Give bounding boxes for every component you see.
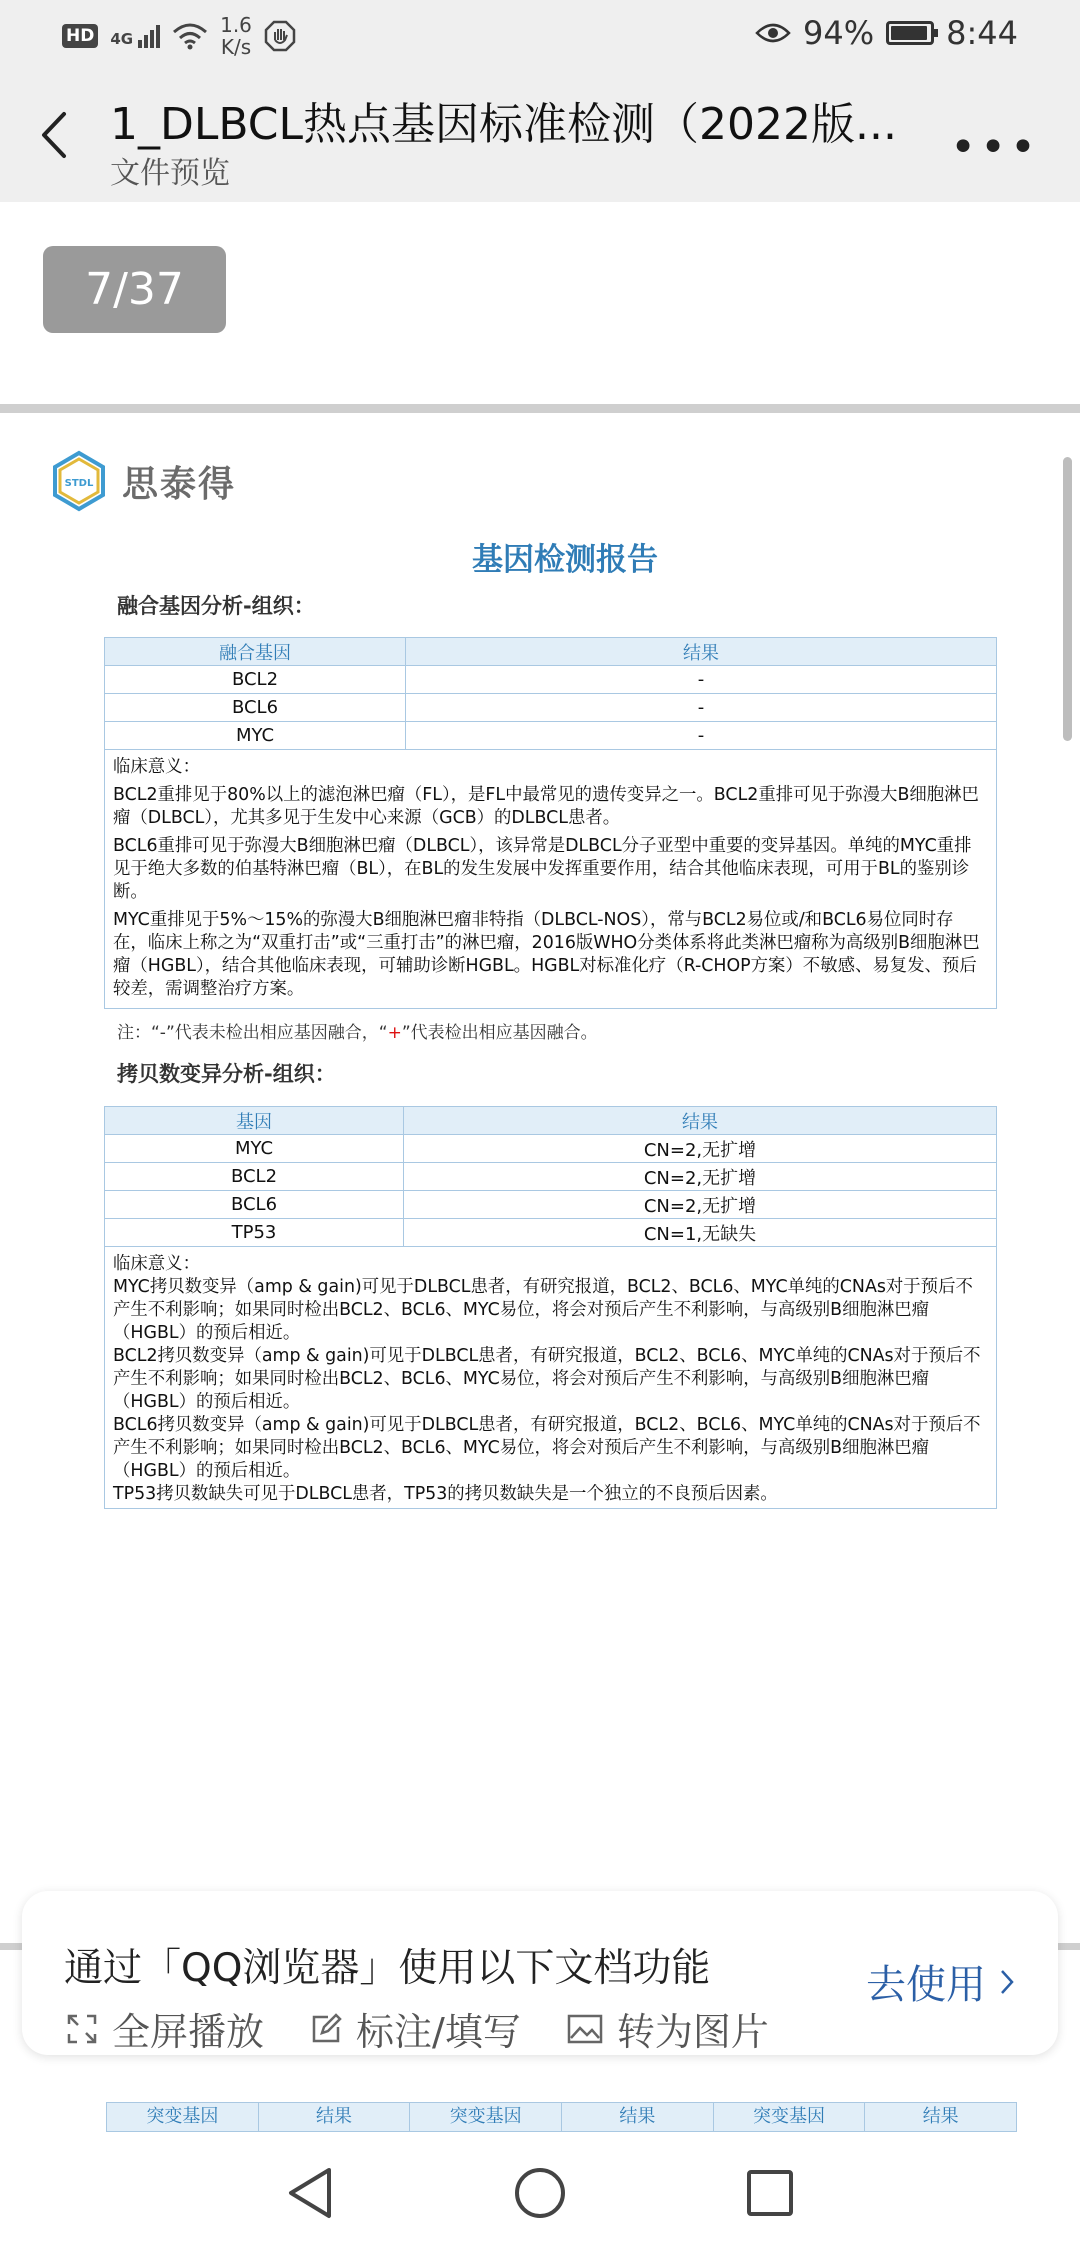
chevron-left-icon (38, 110, 68, 160)
note-plus: + (387, 1023, 402, 1043)
clinical-significance-cell (105, 750, 997, 1009)
gene-cell: MYC (105, 1135, 404, 1163)
app-notification-icon (264, 20, 296, 52)
gene-cell: BCL6 (105, 694, 406, 722)
column-header: 结果 (259, 2103, 411, 2131)
logo-mark-text: STDL (64, 478, 94, 489)
clock: 8:44 (946, 14, 1018, 52)
table-row (105, 694, 997, 722)
clinical-label: 临床意义： (113, 757, 200, 777)
result-cell: CN=2,无扩增 (404, 1191, 997, 1219)
image-icon (567, 2014, 603, 2044)
status-right (755, 14, 1018, 52)
table-header-row (105, 638, 997, 666)
edit-icon (310, 2013, 342, 2045)
result-cell: - (406, 722, 997, 750)
battery-icon (886, 21, 934, 45)
system-navigation-bar (0, 2135, 1080, 2244)
column-header: 基因 (105, 1107, 404, 1135)
circle-home-icon (513, 2166, 567, 2220)
signal-icon (110, 25, 160, 48)
result-cell: - (406, 666, 997, 694)
network-speed (220, 14, 252, 58)
document-subtitle: 文件预览 (110, 156, 230, 191)
table-header-row (105, 1107, 997, 1135)
clinical-paragraph: MYC重排见于5%～15%的弥漫大B细胞淋巴瘤非特指（DLBCL-NOS），常与BCL2易位或/和BCL6易位同时存在，临床上称之为“双重打击”或“三重打击”的淋巴瘤，2016版WHO分类体系将此类淋巴瘤称为高级别B细胞淋巴瘤（HGBL），结合其他临床表现，可辅助诊断HGBL。HGBL对标准化疗（R-CHOP方案）不敏感、易复发、预后较差，需调整治疗方案。 (113, 910, 980, 999)
clinical-significance-row (105, 1247, 997, 1509)
gene-cell: BCL6 (105, 1191, 404, 1219)
table-row (105, 1163, 997, 1191)
nav-home-button[interactable] (510, 2163, 570, 2223)
app-header (0, 72, 1080, 202)
column-header: 结果 (406, 638, 997, 666)
page-separator (0, 404, 1080, 413)
clinical-significance-row (105, 750, 997, 1009)
battery-fill (891, 26, 927, 40)
promo-text: 通过「QQ浏览器」使用以下文档功能 (64, 1946, 711, 1991)
page-indicator: 7/37 (43, 246, 226, 333)
column-header: 融合基因 (105, 638, 406, 666)
clinical-paragraph: BCL2拷贝数变异（amp & gain)可见于DLBCL患者，有研究报道，BCL2、BCL6、MYC单纯的CNAs对于预后不产生不利影响；如果同时检出BCL2、BCL6、MYC易位，将会对预后产生不利影响，与高级别B细胞淋巴瘤（HGBL）的预后相近。 (113, 1346, 981, 1412)
logo-text: 思泰得 (122, 463, 237, 505)
triangle-back-icon (285, 2166, 335, 2220)
clinical-paragraph: BCL2重排见于80%以上的滤泡淋巴瘤（FL），是FL中最常见的遗传变异之一。BCL2重排可见于弥漫大B细胞淋巴瘤（DLBCL），尤其多见于生发中心来源（GCB）的DLBCL患者。 (113, 785, 979, 828)
promo-actions (66, 2001, 769, 2056)
cnv-heading: 拷贝数变异分析-组织： (117, 1062, 336, 1086)
annotate-fill-action[interactable] (310, 2001, 521, 2056)
clinical-paragraph: BCL6拷贝数变异（amp & gain)可见于DLBCL患者，有研究报道，BCL2、BCL6、MYC单纯的CNAs对于预后不产生不利影响；如果同时检出BCL2、BCL6、MYC易位，将会对预后产生不利影响，与高级别B细胞淋巴瘤（HGBL）的预后相近。 (113, 1415, 981, 1481)
gene-cell: BCL2 (105, 1163, 404, 1191)
fusion-table (104, 637, 997, 1009)
clinical-paragraph: TP53拷贝数缺失可见于DLBCL患者，TP53的拷贝数缺失是一个独立的不良预后因素。 (113, 1484, 778, 1504)
nav-recents-button[interactable] (740, 2163, 800, 2223)
mutation-table-header (106, 2102, 1017, 2132)
column-header: 结果 (404, 1107, 997, 1135)
action-label: 转为图片 (616, 2010, 769, 2054)
use-now-button[interactable] (866, 1953, 1014, 2010)
speed-unit: K/s (220, 35, 252, 59)
column-header: 突变基因 (107, 2103, 259, 2131)
cnv-table (104, 1106, 997, 1509)
convert-to-image-action[interactable] (567, 2001, 769, 2056)
table-row (105, 1219, 997, 1247)
back-button[interactable] (28, 100, 78, 170)
table-row (105, 1135, 997, 1163)
clinical-label: 临床意义： (113, 1254, 200, 1274)
fusion-note (117, 1018, 598, 1043)
network-type: 4G (110, 29, 134, 48)
cta-label: 去使用 (866, 1962, 986, 2008)
scrollbar[interactable] (1063, 457, 1072, 741)
clinical-significance-cell (105, 1247, 997, 1509)
speed-value: 1.6 (220, 13, 252, 37)
gene-cell: BCL2 (105, 666, 406, 694)
fusion-heading: 融合基因分析-组织： (117, 594, 315, 618)
table-row (105, 1191, 997, 1219)
status-left (62, 14, 296, 58)
column-header: 结果 (562, 2103, 714, 2131)
fullscreen-icon (66, 2013, 98, 2045)
gene-cell: MYC (105, 722, 406, 750)
stdl-logo-mark (48, 450, 110, 512)
note-prefix: 注：“-”代表未检出相应基因融合，“ (117, 1023, 388, 1043)
result-cell: - (406, 694, 997, 722)
result-cell: CN=2,无扩增 (404, 1135, 997, 1163)
note-suffix: ”代表检出相应基因融合。 (401, 1023, 598, 1043)
wifi-icon (172, 22, 208, 50)
table-row (105, 722, 997, 750)
square-recents-icon (745, 2168, 795, 2218)
clinical-paragraph: MYC拷贝数变异（amp & gain)可见于DLBCL患者，有研究报道，BCL2、BCL6、MYC单纯的CNAs对于预后不产生不利影响；如果同时检出BCL2、BCL6、MYC易位，将会对预后产生不利影响，与高级别B细胞淋巴瘤（HGBL）的预后相近。 (113, 1277, 973, 1343)
battery-percent: 94% (803, 14, 875, 52)
nav-back-button[interactable] (280, 2163, 340, 2223)
column-header: 突变基因 (410, 2103, 562, 2131)
action-label: 标注/填写 (356, 2010, 521, 2054)
more-options-button[interactable]: ••• (950, 122, 1040, 173)
status-bar (0, 0, 1080, 72)
eye-comfort-icon (755, 21, 791, 45)
result-cell: CN=1,无缺失 (404, 1219, 997, 1247)
qq-browser-promo-card[interactable] (22, 1891, 1058, 2055)
clinical-paragraph: BCL6重排可见于弥漫大B细胞淋巴瘤（DLBCL），该异常是DLBCL分子亚型中重要的变异基因。单纯的MYC重排见于绝大多数的伯基特淋巴瘤（BL），在BL的发生发展中发挥重要作用，结合其他临床表现，可用于BL的鉴别诊断。 (113, 836, 972, 902)
report-title: 基因检测报告 (472, 542, 658, 578)
column-header: 结果 (922, 2106, 959, 2127)
fullscreen-play-action[interactable] (66, 2001, 264, 2056)
document-title: 1_DLBCL热点基因标准检测（2022版... (110, 99, 897, 150)
column-header: 突变基因 (714, 2103, 866, 2131)
gene-cell: TP53 (105, 1219, 404, 1247)
company-logo (48, 450, 236, 512)
result-cell: CN=2,无扩增 (404, 1163, 997, 1191)
action-label: 全屏播放 (112, 2010, 265, 2054)
chevron-right-icon (1000, 1969, 1014, 1995)
hd-badge: HD (62, 24, 98, 48)
table-row (105, 666, 997, 694)
